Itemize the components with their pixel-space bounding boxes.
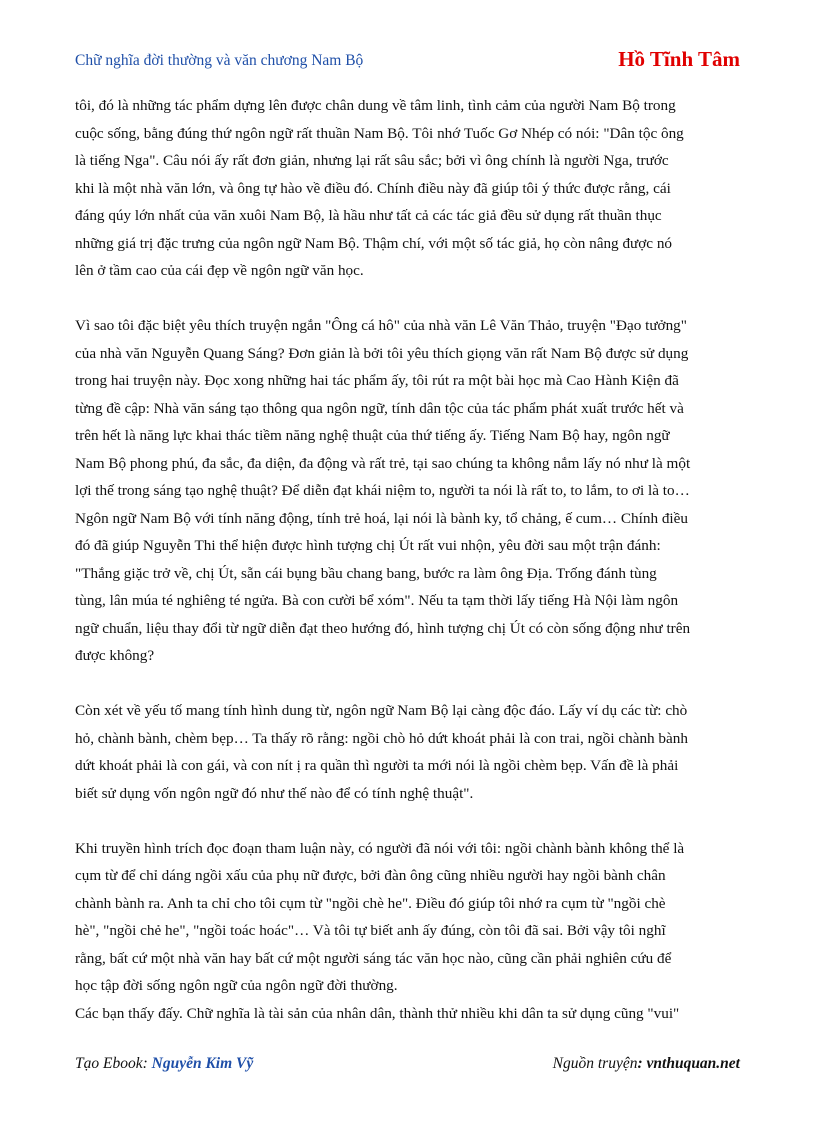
header-title: Chữ nghĩa đời thường và văn chương Nam Bộ xyxy=(75,52,364,69)
footer-source xyxy=(553,1055,740,1073)
text-line: đó đã giúp Nguyễn Thi thể hiện được hình tượng chị Út rất vui nhộn, yêu đời sau một trận đánh: xyxy=(75,537,661,554)
footer-credit-name: Nguyễn Kim Vỹ xyxy=(151,1055,254,1072)
text-line: khi là một nhà văn lớn, và ông tự hào về điều đó. Chính điều này đã giúp tôi ý thức được rằng, cái xyxy=(75,179,671,197)
footer-credit xyxy=(75,1055,253,1073)
footer-credit-label: Tạo Ebook xyxy=(75,1055,143,1072)
text-line: Khi truyền hình trích đọc đoạn tham luận này, có người đã nói với tôi: ngồi chành bành không thể là xyxy=(75,839,685,857)
text-line: chành bành ra. Anh ta chỉ cho tôi cụm từ "ngồi chè he". Điều đó giúp tôi nhớ ra cụm từ "ngồi chè xyxy=(75,894,666,912)
document-body xyxy=(75,92,745,1027)
text-line: tùng, lân múa té nghiêng té ngửa. Bà con cười bể xóm". Nếu ta tạm thời lấy tiếng Hà Nội làm ngôn xyxy=(75,592,679,609)
text-line: những giá trị đặc trưng của ngôn ngữ Nam Bộ. Thậm chí, với một số tác giả, họ còn nâng được nó xyxy=(75,234,673,252)
text-line: Vì sao tôi đặc biệt yêu thích truyện ngắn "Ông cá hô" của nhà văn Lê Văn Thảo, truyện "Đạo tưởng" xyxy=(75,317,687,334)
text-line: cuộc sống, bằng đúng thứ ngôn ngữ rất thuần Nam Bộ. Tôi nhớ Tuốc Gơ Nhép có nói: "Dân tộc ông xyxy=(75,124,684,142)
text-line: đáng qúy lớn nhất của văn xuôi Nam Bộ, là hầu như tất cả các tác giả đều sử dụng rất thuần thục xyxy=(75,207,662,224)
paragraph xyxy=(75,92,745,285)
text-line: Ngôn ngữ Nam Bộ với tính năng động, tính trẻ hoá, lại nói là bành ky, tổ chảng, ế cum… Chính điều xyxy=(75,509,688,527)
text-line: rằng, bất cứ một nhà văn hay bất cứ một người sáng tác văn học nào, cũng cần phải nghiên cứu để xyxy=(75,949,672,967)
footer-source-separator: : xyxy=(637,1055,647,1072)
text-line: trong hai truyện này. Đọc xong những hai tác phẩm ấy, tôi rút ra một bài học mà Cao Hành Kiện đã xyxy=(75,372,679,389)
footer-credit-separator: : xyxy=(142,1055,152,1072)
text-line: biết sử dụng vốn ngôn ngữ đó như thế nào để có tính nghệ thuật". xyxy=(75,784,474,802)
footer-source-site: vnthuquan.net xyxy=(646,1055,740,1072)
text-line: học tập đời sống ngôn ngữ của ngôn ngữ đời thường. xyxy=(75,977,398,994)
paragraph xyxy=(75,697,745,807)
text-line: lên ở tầm cao của cái đẹp về ngôn ngữ văn học. xyxy=(75,262,364,279)
paragraph xyxy=(75,835,745,1028)
text-line: "Thắng giặc trở về, chị Út, sẵn cái bụng bầu chang bang, bước ra làm ông Địa. Trống đánh tùng xyxy=(75,564,657,582)
text-line: tôi, đó là những tác phẩm dựng lên được chân dung về tâm linh, tình cảm của người Nam Bộ trong xyxy=(75,97,676,114)
text-line: Còn xét về yếu tố mang tính hình dung từ, ngôn ngữ Nam Bộ lại càng độc đáo. Lấy ví dụ các từ: chò xyxy=(75,702,688,719)
text-line: ngữ chuẩn, liệu thay đổi từ ngữ diễn đạt theo hướng đó, hình tượng chị Út có còn sống động như trên xyxy=(75,619,691,637)
paragraph xyxy=(75,312,745,670)
header-author: Hồ Tĩnh Tâm xyxy=(618,47,740,71)
text-line: lợi thế trong sáng tạo nghệ thuật? Để diễn đạt khái niệm to, người ta nói là rất to, to lắm, to ơi là to… xyxy=(75,482,690,499)
text-line: dứt khoát phải là con gái, và con nít ị ra quần thì người ta mới nói là ngồi chèm bẹp. Vấn đề là phải xyxy=(75,757,679,774)
text-line: từng đề cập: Nhà văn sáng tạo thông qua ngôn ngữ, tính dân tộc của tác phẩm phát xuất trước hết và xyxy=(75,399,684,417)
text-line: được không? xyxy=(75,647,155,664)
text-line: trên hết là năng lực khai thác tiềm năng nghệ thuật của thứ tiếng ấy. Tiếng Nam Bộ hay, ngôn ngữ xyxy=(75,427,670,444)
footer-source-label: Nguồn truyện xyxy=(552,1055,638,1072)
text-line: Nam Bộ phong phú, đa sắc, đa diện, đa động và rất trẻ, tại sao chúng ta không nắm lấy nó như là một xyxy=(75,454,691,472)
text-line: Các bạn thấy đấy. Chữ nghĩa là tài sản của nhân dân, thành thử nhiều khi dân ta sử dụng cũng "vui" xyxy=(75,1004,680,1022)
text-line: hè", "ngồi chẻ he", "ngồi toác hoác"… Và tôi tự biết anh ấy đúng, còn tôi đã sai. Bởi vậy tôi nghĩ xyxy=(75,922,666,939)
text-line: hỏ, chành bành, chèm bẹp… Ta thấy rõ rằng: ngồi chò hỏ dứt khoát phải là con trai, ngồi chành bành xyxy=(75,729,688,747)
text-line: của nhà văn Nguyễn Quang Sáng? Đơn giản là bởi tôi yêu thích giọng văn rất Nam Bộ được sử dụng xyxy=(75,344,689,362)
text-line: cụm từ để chỉ dáng ngồi xấu của phụ nữ được, bởi đàn ông cũng nhiều người hay ngồi bành chân xyxy=(75,867,666,884)
text-line: là tiếng Nga". Câu nói ấy rất đơn giản, nhưng lại rất sâu sắc; bởi vì ông chính là người Nga, trước xyxy=(75,152,669,169)
